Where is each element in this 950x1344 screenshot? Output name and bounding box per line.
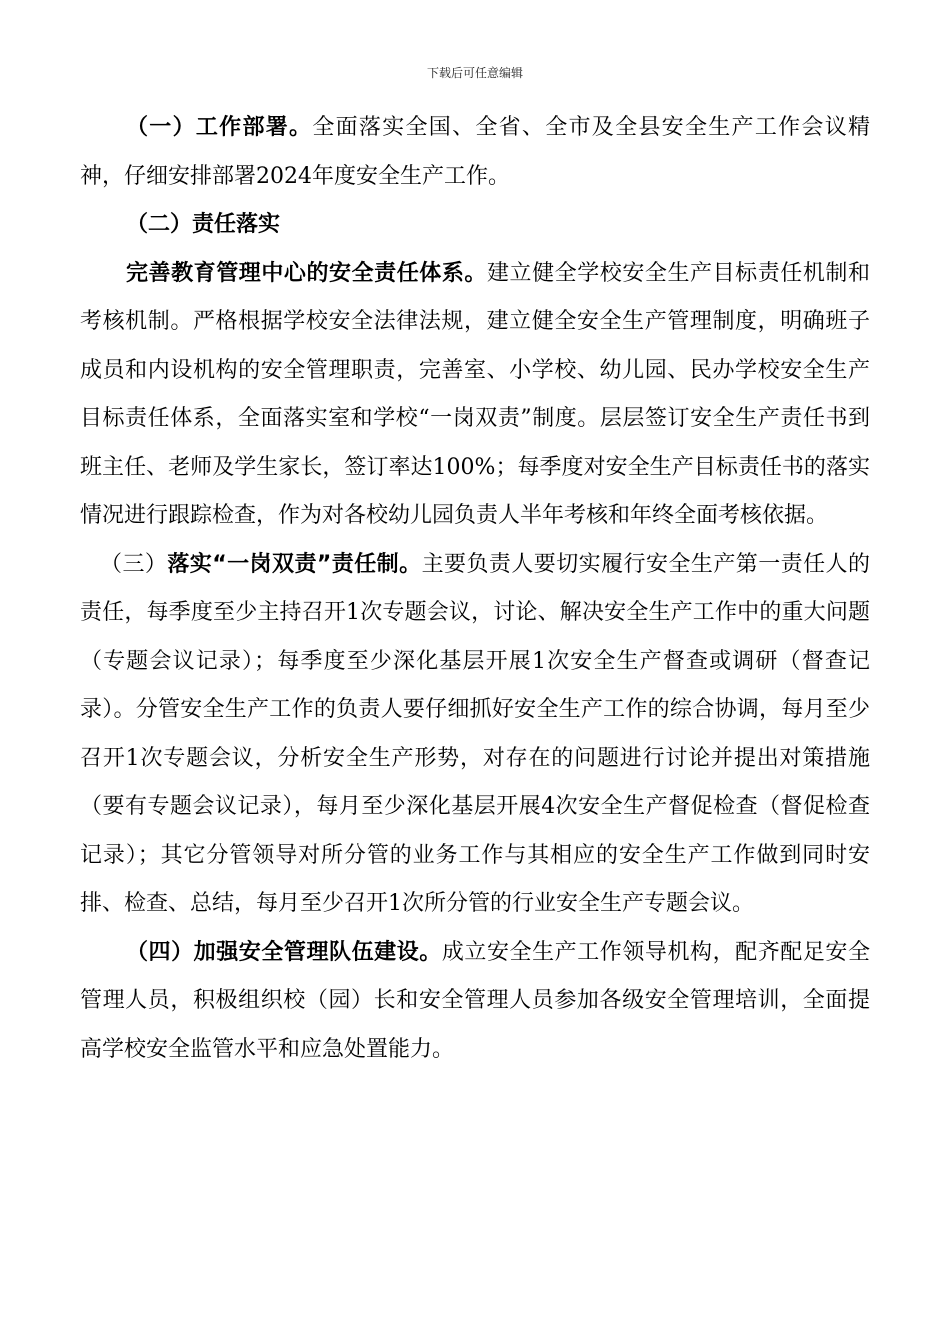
heading-one-post-two-duties: 落实“一岗双责”责任制。	[167, 551, 422, 577]
heading-responsibility-system: 完善教育管理中心的安全责任体系。	[126, 260, 487, 286]
paragraph-team-building	[80, 929, 870, 1075]
text-responsibility-system: 建立健全学校安全生产目标责任机制和考核机制。严格根据学校安全法律法规，建立健全安全生产管理制度，明确班子成员和内设机构的安全管理职责，完善室、小学校、幼儿园、民办学校安全生产目标责任体系，全面落实室和学校“一岗双责”制度。层层签订安全生产责任书到班主任、老师及学生家长，签订率达100%；每季度对安全生产目标责任书的落实情况进行跟踪检查，作为对各校幼儿园负责人半年考核和年终全面考核依据。	[80, 260, 870, 528]
text-team-building: 成立安全生产工作领导机构，配齐配足安全管理人员，积极组织校（园）长和安全管理人员参加各级安全管理培训，全面提高学校安全监管水平和应急处置能力。	[80, 939, 870, 1062]
document-body	[80, 104, 870, 1074]
heading-work-deployment: （一）工作部署。	[126, 115, 313, 140]
heading-team-building: （四）加强安全管理队伍建设。	[126, 939, 442, 965]
paragraph-work-deployment	[80, 104, 870, 201]
page-header: 下载后可任意编辑	[426, 66, 523, 80]
text-work-deployment: 全面落实全国、全省、全市及全县安全生产工作会议精神，仔细安排部署2024年度安全生产工作。	[80, 115, 870, 189]
paragraph-one-post-two-duties	[80, 541, 870, 929]
heading-responsibility: （二）责任落实	[126, 212, 281, 237]
prefix-one-post-two-duties: （三）	[100, 551, 168, 577]
paragraph-responsibility	[80, 201, 870, 250]
paragraph-responsibility-system	[80, 250, 870, 541]
text-one-post-two-duties: 主要负责人要切实履行安全生产第一责任人的责任，每季度至少主持召开1次专题会议，讨论、解决安全生产工作中的重大问题（专题会议记录）；每季度至少深化基层开展1次安全生产督查或调研（督查记录）。分管安全生产工作的负责人要仔细抓好安全生产工作的综合协调，每月至少召开1次专题会议，分析安全生产形势，对存在的问题进行讨论并提出对策措施（要有专题会议记录），每月至少深化基层开展4次安全生产督促检查（督促检查记录）；其它分管领导对所分管的业务工作与其相应的安全生产工作做到同时安排、检查、总结，每月至少召开1次所分管的行业安全生产专题会议。	[80, 551, 870, 916]
